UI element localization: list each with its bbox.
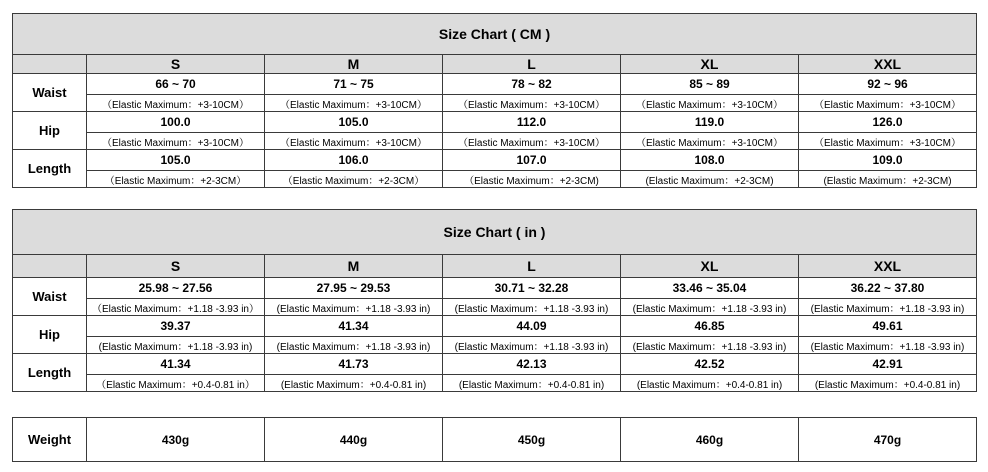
size-chart-in-title: Size Chart ( in ) <box>13 210 977 255</box>
row-label-waist: Waist <box>13 278 87 316</box>
size-chart-cm-table <box>12 13 977 188</box>
elastic-note: (Elastic Maximum：+1.18 -3.93 in) <box>799 299 977 316</box>
elastic-note: （Elastic Maximum：+3-10CM） <box>265 133 443 150</box>
elastic-note: （Elastic Maximum：+2-3CM） <box>87 171 265 188</box>
measurement-value: 119.0 <box>621 112 799 133</box>
elastic-note: (Elastic Maximum：+2-3CM) <box>621 171 799 188</box>
elastic-note: （Elastic Maximum：+3-10CM） <box>87 95 265 112</box>
elastic-note: (Elastic Maximum：+0.4-0.81 in) <box>799 375 977 392</box>
elastic-note: （Elastic Maximum：+3-10CM） <box>87 133 265 150</box>
measurement-value: 39.37 <box>87 316 265 337</box>
measurement-value: 105.0 <box>265 112 443 133</box>
measurement-value: 108.0 <box>621 150 799 171</box>
row-label-weight: Weight <box>13 418 87 462</box>
weight-table <box>12 417 977 462</box>
measurement-value: 105.0 <box>87 150 265 171</box>
size-header: S <box>87 255 265 278</box>
elastic-note: （Elastic Maximum：+3-10CM） <box>265 95 443 112</box>
size-chart-in-table <box>12 209 977 392</box>
size-header: XL <box>621 255 799 278</box>
size-header: XXL <box>799 255 977 278</box>
weight-value: 460g <box>621 418 799 462</box>
measurement-value: 100.0 <box>87 112 265 133</box>
measurement-value: 25.98 ~ 27.56 <box>87 278 265 299</box>
elastic-note: （Elastic Maximum：+3-10CM） <box>443 95 621 112</box>
row-label-waist: Waist <box>13 74 87 112</box>
header-corner <box>13 255 87 278</box>
size-header: S <box>87 55 265 74</box>
measurement-value: 66 ~ 70 <box>87 74 265 95</box>
measurement-value: 36.22 ~ 37.80 <box>799 278 977 299</box>
elastic-note: (Elastic Maximum：+1.18 -3.93 in) <box>799 337 977 354</box>
measurement-value: 112.0 <box>443 112 621 133</box>
elastic-note: (Elastic Maximum：+1.18 -3.93 in) <box>621 299 799 316</box>
measurement-value: 42.52 <box>621 354 799 375</box>
measurement-value: 78 ~ 82 <box>443 74 621 95</box>
elastic-note: (Elastic Maximum：+1.18 -3.93 in) <box>265 337 443 354</box>
weight-value: 440g <box>265 418 443 462</box>
measurement-value: 33.46 ~ 35.04 <box>621 278 799 299</box>
elastic-note: (Elastic Maximum：+1.18 -3.93 in) <box>265 299 443 316</box>
measurement-value: 30.71 ~ 32.28 <box>443 278 621 299</box>
elastic-note: （Elastic Maximum：+3-10CM） <box>799 133 977 150</box>
elastic-note: (Elastic Maximum：+1.18 -3.93 in) <box>621 337 799 354</box>
elastic-note: （Elastic Maximum：+3-10CM） <box>799 95 977 112</box>
weight-value: 430g <box>87 418 265 462</box>
size-header: L <box>443 55 621 74</box>
measurement-value: 27.95 ~ 29.53 <box>265 278 443 299</box>
measurement-value: 41.73 <box>265 354 443 375</box>
elastic-note: (Elastic Maximum：+1.18 -3.93 in) <box>87 337 265 354</box>
measurement-value: 41.34 <box>87 354 265 375</box>
row-label-length: Length <box>13 150 87 188</box>
elastic-note: （Elastic Maximum：+2-3CM) <box>443 171 621 188</box>
measurement-value: 49.61 <box>799 316 977 337</box>
measurement-value: 85 ~ 89 <box>621 74 799 95</box>
elastic-note: (Elastic Maximum：+2-3CM) <box>799 171 977 188</box>
elastic-note: （Elastic Maximum：+1.18 -3.93 in） <box>87 299 265 316</box>
size-header: L <box>443 255 621 278</box>
weight-value: 450g <box>443 418 621 462</box>
elastic-note: （Elastic Maximum：+2-3CM） <box>265 171 443 188</box>
size-header: XXL <box>799 55 977 74</box>
measurement-value: 92 ~ 96 <box>799 74 977 95</box>
measurement-value: 109.0 <box>799 150 977 171</box>
measurement-value: 42.91 <box>799 354 977 375</box>
measurement-value: 106.0 <box>265 150 443 171</box>
measurement-value: 46.85 <box>621 316 799 337</box>
measurement-value: 42.13 <box>443 354 621 375</box>
elastic-note: (Elastic Maximum：+0.4-0.81 in) <box>443 375 621 392</box>
size-chart-cm-title: Size Chart ( CM ) <box>13 14 977 55</box>
row-label-hip: Hip <box>13 316 87 354</box>
weight-value: 470g <box>799 418 977 462</box>
size-header: XL <box>621 55 799 74</box>
elastic-note: （Elastic Maximum：+3-10CM） <box>621 133 799 150</box>
measurement-value: 71 ~ 75 <box>265 74 443 95</box>
row-label-length: Length <box>13 354 87 392</box>
elastic-note: (Elastic Maximum：+0.4-0.81 in) <box>621 375 799 392</box>
elastic-note: (Elastic Maximum：+1.18 -3.93 in) <box>443 337 621 354</box>
elastic-note: （Elastic Maximum：+3-10CM） <box>443 133 621 150</box>
measurement-value: 126.0 <box>799 112 977 133</box>
row-label-hip: Hip <box>13 112 87 150</box>
size-header: M <box>265 55 443 74</box>
measurement-value: 44.09 <box>443 316 621 337</box>
measurement-value: 41.34 <box>265 316 443 337</box>
elastic-note: （Elastic Maximum：+3-10CM） <box>621 95 799 112</box>
elastic-note: (Elastic Maximum：+1.18 -3.93 in) <box>443 299 621 316</box>
header-corner <box>13 55 87 74</box>
measurement-value: 107.0 <box>443 150 621 171</box>
size-header: M <box>265 255 443 278</box>
elastic-note: (Elastic Maximum：+0.4-0.81 in) <box>265 375 443 392</box>
elastic-note: （Elastic Maximum：+0.4-0.81 in） <box>87 375 265 392</box>
